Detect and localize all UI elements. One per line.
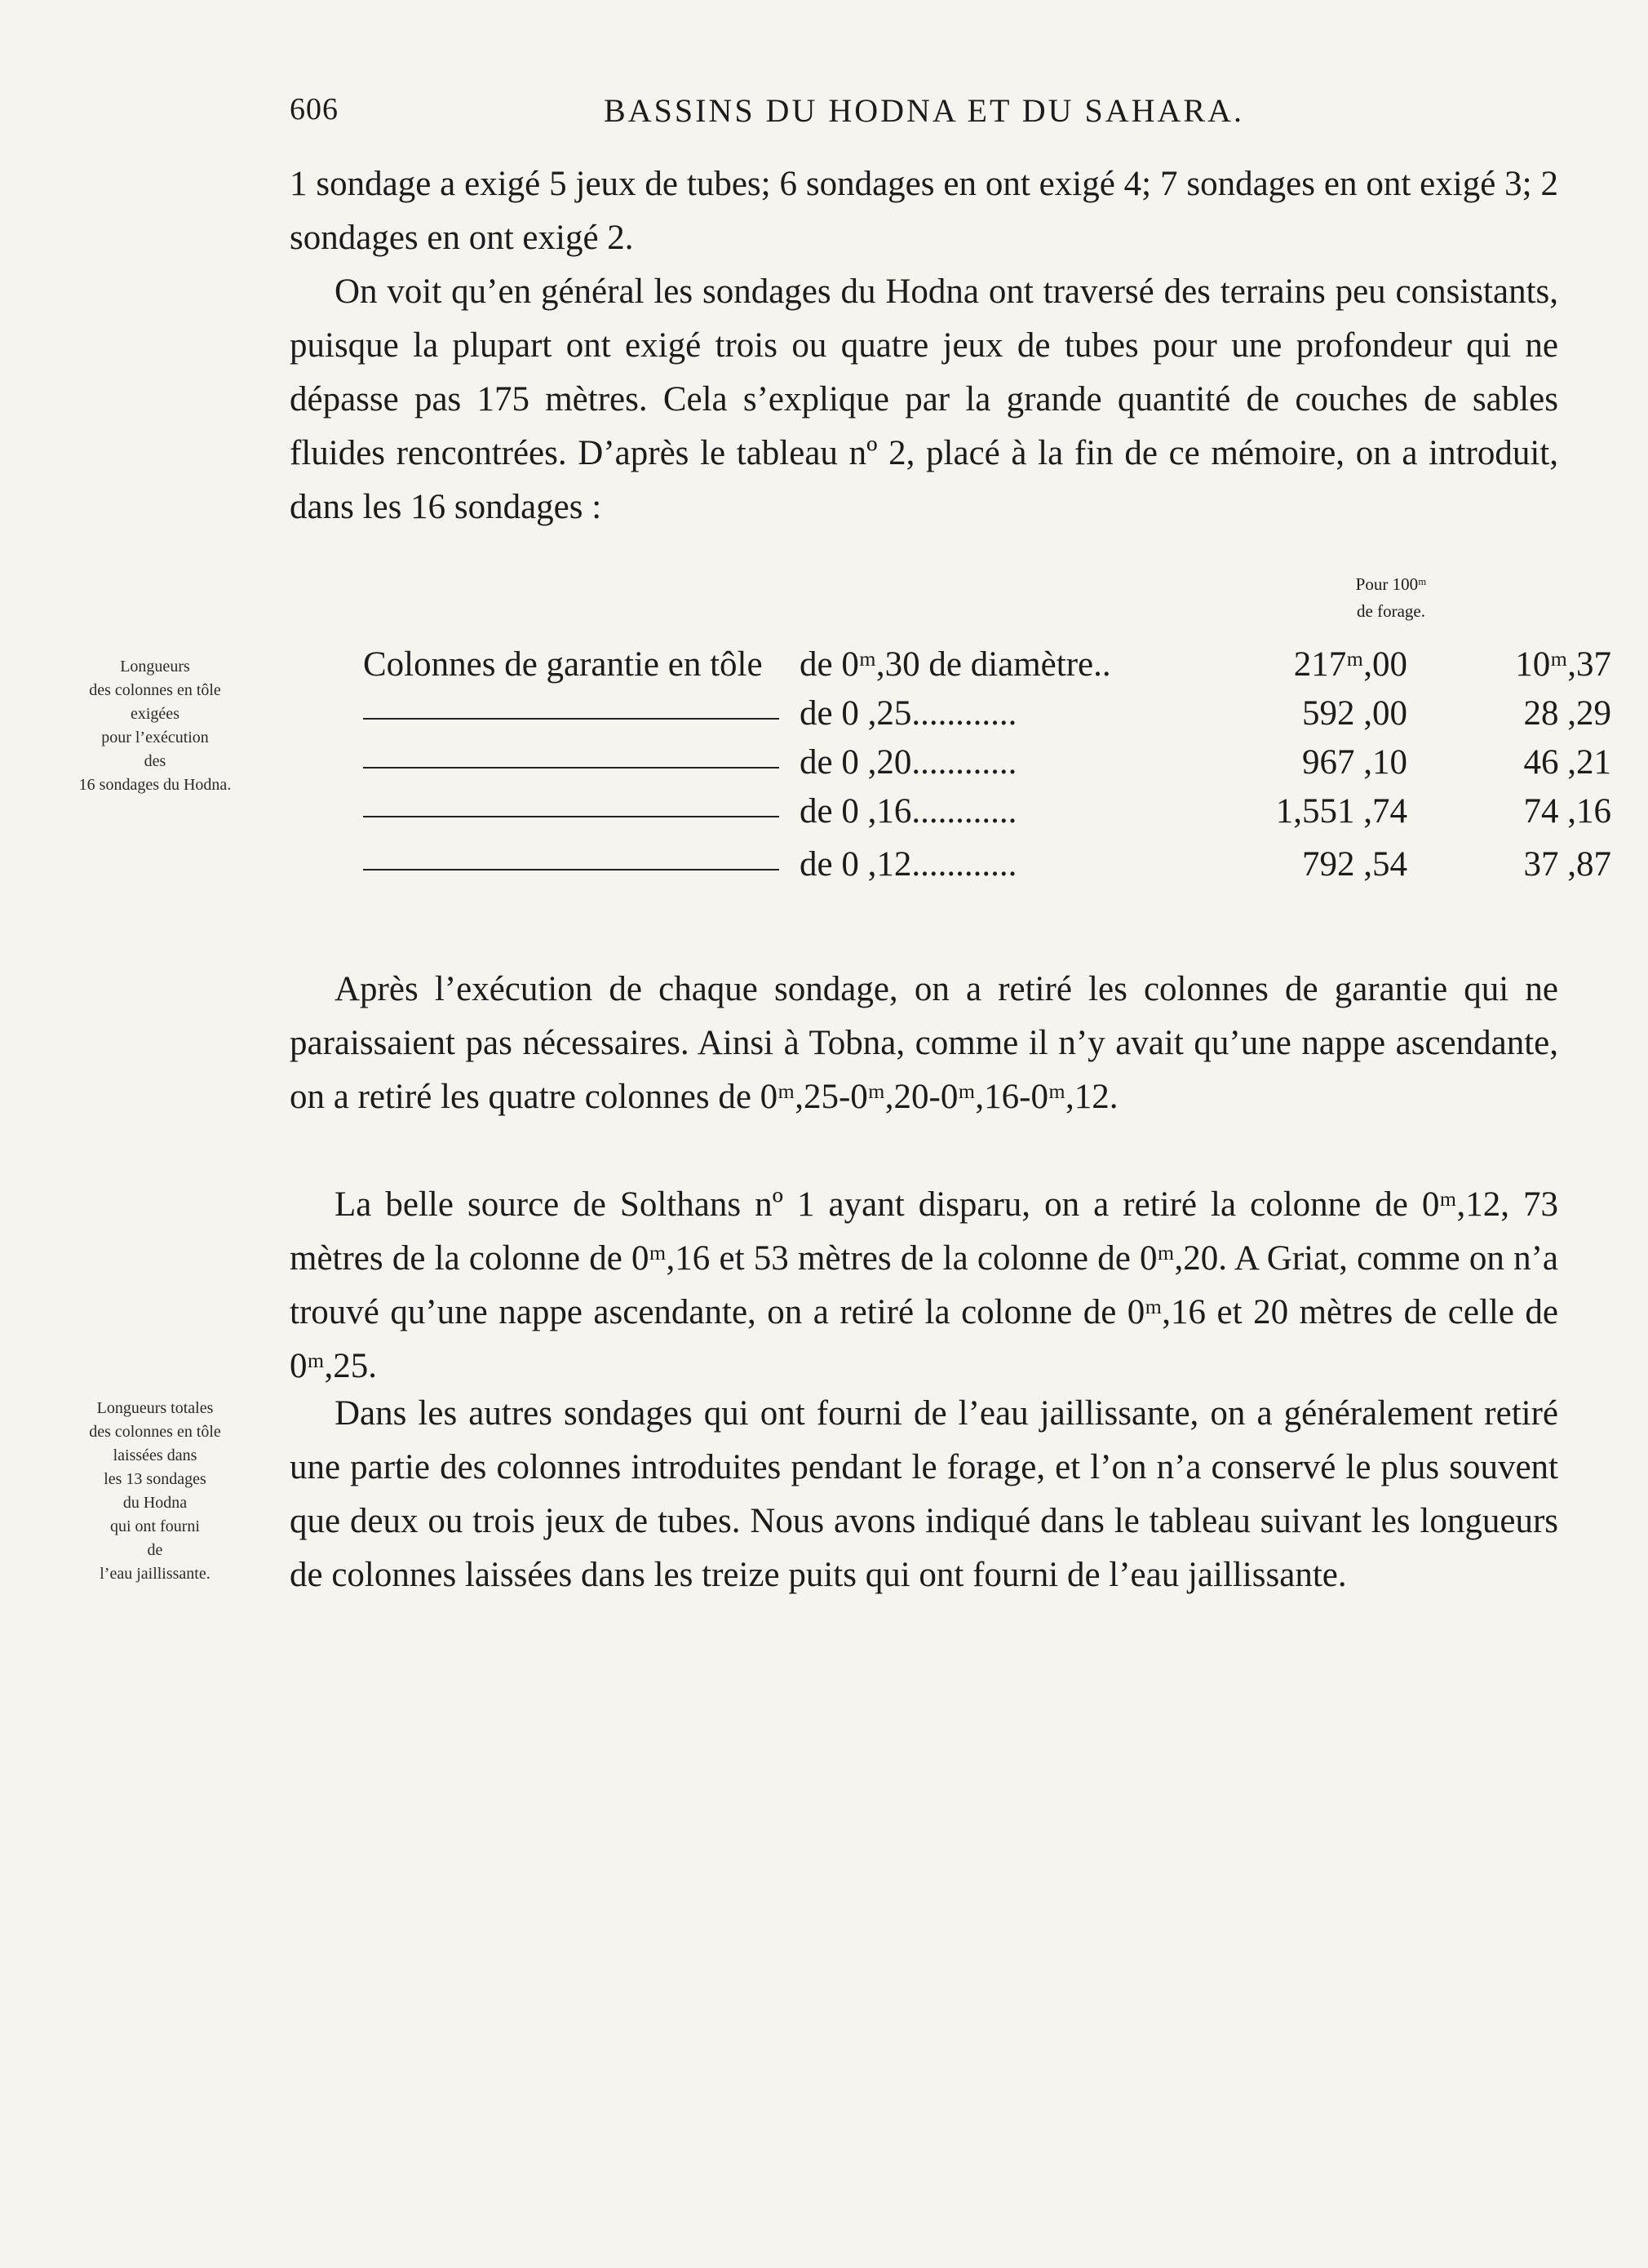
running-title: BASSINS DU HODNA ET DU SAHARA. <box>604 92 1244 129</box>
paragraph-5: Dans les autres sondages qui ont fourni de l’eau jaillissante, on a généralement retiré une partie des colonnes introduites pendant le forage, et l’on n’a conservé le plus souvent que deux ou trois jeux de tubes. Nous avons indiqué dans le tableau suivant les longueurs de colonnes laissées dans les treize puits qui ont fourni de l’eau jaillissante. <box>290 1394 1558 1594</box>
row-per-100m: 37 ,87 <box>1523 845 1611 884</box>
row-diameter: de 0 ,16............ <box>800 792 1017 831</box>
margin-note-line: l’eau jaillissante. <box>100 1565 210 1583</box>
table-row <box>363 844 1611 893</box>
row-diameter: de 0 ,25............ <box>800 694 1017 733</box>
paragraph-2: On voit qu’en général les sondages du Hodna ont traversé des terrains peu consistants, puisque la plupart ont exigé trois ou quatre jeux de tubes pour une profondeur qui ne dépasse pas 175 mètres. Cela s’explique par la grande quantité de couches de sables fluides rencontrées. D’après le tableau nº 2, placé à la fin de ce mémoire, on a introduit, dans les 16 sondages : <box>290 272 1558 526</box>
row-per-100m: 10ᵐ,37 <box>1515 645 1611 684</box>
margin-note-lengths-required <box>33 655 277 797</box>
paragraph-4: La belle source de Solthans nº 1 ayant disparu, on a retiré la colonne de 0ᵐ,12, 73 mètres de la colonne de 0ᵐ,16 et 53 mètres de la colonne de 0ᵐ,20. A Griat, comme on n’a trouvé qu’une nappe ascendante, on a retiré la colonne de 0ᵐ,16 et 20 mètres de celle de 0ᵐ,25. <box>290 1185 1558 1385</box>
paragraph-1: 1 sondage a exigé 5 jeux de tubes; 6 sondages en ont exigé 4; 7 sondages en ont exigé 3; 2 sondages en ont exigé 2. <box>290 165 1558 257</box>
margin-note-line: du Hodna <box>122 1494 188 1512</box>
ditto-rule <box>363 767 779 769</box>
paragraph-3: Après l’exécution de chaque sondage, on a retiré les colonnes de garantie qui ne paraissaient pas nécessaires. Ainsi à Tobna, comme il n’y avait qu’une nappe ascendante, on a retiré les quatre colonnes de 0ᵐ,25-0ᵐ,20-0ᵐ,16-0ᵐ,12. <box>290 970 1558 1116</box>
row-per-100m: 28 ,29 <box>1523 694 1611 733</box>
table-column-header <box>1338 571 1444 625</box>
row-label: Colonnes de garantie en tôle <box>363 645 763 684</box>
running-header <box>290 91 1558 140</box>
ditto-rule <box>363 718 779 720</box>
row-total-length: 592 ,00 <box>1302 694 1407 733</box>
ditto-rule <box>363 869 779 870</box>
margin-note-line: pour l’exécution <box>101 729 209 746</box>
page-number: 606 <box>290 92 339 126</box>
margin-note-line: Longueurs totales <box>96 1399 214 1417</box>
column-header-line: de forage. <box>1357 601 1425 621</box>
table-row <box>363 791 1611 840</box>
margin-note-line: des <box>144 752 166 770</box>
margin-note-line: 16 sondages du Hodna. <box>78 776 232 794</box>
row-diameter: de 0ᵐ,30 de diamètre.. <box>800 645 1111 684</box>
row-total-length: 967 ,10 <box>1302 743 1407 782</box>
row-diameter: de 0 ,20............ <box>800 743 1017 782</box>
row-total-length: 217ᵐ,00 <box>1293 645 1407 684</box>
margin-note-line: laissées dans <box>113 1446 197 1464</box>
row-diameter: de 0 ,12............ <box>800 845 1017 884</box>
row-total-length: 1,551 ,74 <box>1275 792 1407 831</box>
table-row <box>363 742 1611 791</box>
row-per-100m: 46 ,21 <box>1523 743 1611 782</box>
margin-note-line: Longueurs <box>120 658 190 676</box>
margin-note-line: qui ont fourni <box>110 1517 200 1535</box>
margin-note-line: exigées <box>131 705 179 723</box>
margin-note-line: les 13 sondages <box>104 1470 206 1488</box>
margin-note-lengths-left <box>33 1397 277 1586</box>
row-total-length: 792 ,54 <box>1302 845 1407 884</box>
margin-note-line: des colonnes en tôle <box>89 1423 221 1441</box>
row-per-100m: 74 ,16 <box>1523 792 1611 831</box>
margin-note-line: de <box>147 1541 163 1559</box>
table-row <box>363 693 1611 742</box>
table-row <box>363 645 1611 693</box>
ditto-rule <box>363 816 779 817</box>
column-header-line: Pour 100ᵐ <box>1355 574 1427 594</box>
margin-note-line: des colonnes en tôle <box>89 681 221 699</box>
